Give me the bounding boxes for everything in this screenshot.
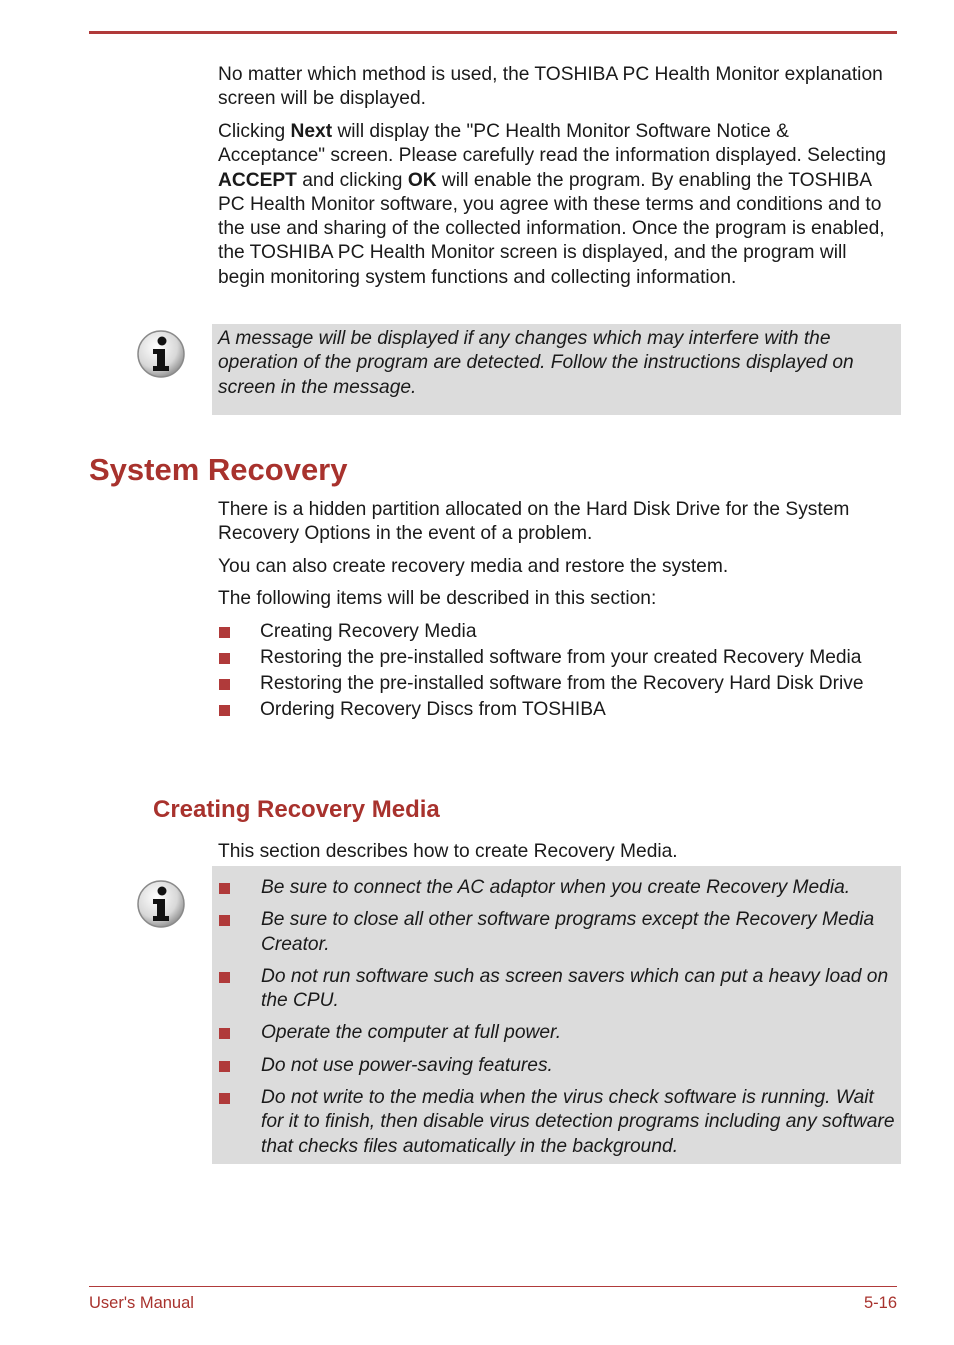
footer-manual-title: User's Manual (89, 1294, 194, 1312)
section-title: System Recovery (89, 452, 348, 487)
list-item (212, 672, 892, 696)
text-run: and clicking (296, 169, 408, 191)
intro-paragraph-1: No matter which method is used, the TOSHIBA PC Health Monitor explanation screen will be displayed. (218, 64, 883, 110)
note-text: A message will be displayed if any changes which may interfere with the operation of the program are detected. Follow the instructions displayed on screen in the message. (218, 328, 854, 398)
list-item-text: Restoring the pre-installed software from your created Recovery Media (260, 646, 862, 668)
list-item-text: Do not use power-saving features. (261, 1054, 553, 1076)
bullet-icon (219, 705, 230, 716)
bullet-icon (219, 915, 230, 926)
accept-term: ACCEPT (218, 169, 297, 191)
bullet-icon (219, 1028, 230, 1039)
text-run: will enable the program. By enabling the TOSHIBA PC Health Monitor software, you agree with these terms and conditions and to the use and sharing of the collected information. Once the program is enabled, the TOSHIBA PC Health Monitor screen is displayed, and the program will begin monitoring system functions and collecting information. (218, 169, 885, 288)
bullet-icon (219, 627, 230, 638)
list-item (212, 620, 892, 644)
list-item (212, 1021, 901, 1045)
footer-page-number: 5-16 (863, 1294, 897, 1312)
bullet-icon (219, 1061, 230, 1072)
subsection-paragraph: This section describes how to create Recovery Media. (218, 841, 678, 862)
subsection-title: Creating Recovery Media (153, 796, 440, 823)
info-icon (136, 329, 186, 379)
list-item-text: Creating Recovery Media (260, 621, 477, 642)
section-paragraph-2: You can also create recovery media and restore the system. (218, 556, 729, 577)
next-term: Next (290, 121, 333, 142)
header-rule (89, 31, 897, 34)
bullet-icon (219, 972, 230, 983)
bullet-icon (219, 653, 230, 664)
note-box (212, 324, 901, 415)
text-run: Clicking (218, 121, 291, 142)
note-box (212, 866, 901, 1164)
list-item-text: Operate the computer at full power. (261, 1022, 562, 1044)
text-run: will display the "PC Health Monitor Software Notice & Acceptance" screen. Please carefully read the information displayed. Selecting (218, 121, 887, 167)
intro-paragraph-2 (218, 120, 898, 290)
section-items-list (212, 620, 892, 724)
note-list (212, 866, 901, 1159)
list-item-text: Restoring the pre-installed software from the Recovery Hard Disk Drive (260, 672, 864, 694)
list-item (212, 1054, 901, 1078)
info-icon (136, 879, 186, 929)
bullet-icon (219, 1093, 230, 1104)
ok-term: OK (407, 169, 437, 191)
list-item-text: Do not run software such as screen savers which can put a heavy load on the CPU. (261, 965, 889, 1012)
list-item (212, 908, 901, 957)
bullet-icon (219, 883, 230, 894)
bullet-icon (219, 679, 230, 690)
section-paragraph-3: The following items will be described in this section: (218, 588, 657, 609)
list-item (212, 1086, 901, 1159)
list-item (212, 876, 901, 900)
list-item-text: Do not write to the media when the virus check software is running. Wait for it to finish, then disable virus detection programs including any software that checks files automatically in the background. (261, 1087, 895, 1157)
list-item-text: Be sure to close all other software programs except the Recovery Media Creator. (261, 909, 875, 955)
footer-rule (89, 1286, 897, 1287)
list-item (212, 646, 892, 670)
list-item (212, 965, 901, 1014)
list-item-text: Be sure to connect the AC adaptor when you create Recovery Media. (261, 877, 851, 898)
list-item-text: Ordering Recovery Discs from TOSHIBA (260, 698, 606, 720)
list-item (212, 698, 892, 722)
section-paragraph-1: There is a hidden partition allocated on the Hard Disk Drive for the System Recovery Options in the event of a problem. (218, 499, 850, 545)
